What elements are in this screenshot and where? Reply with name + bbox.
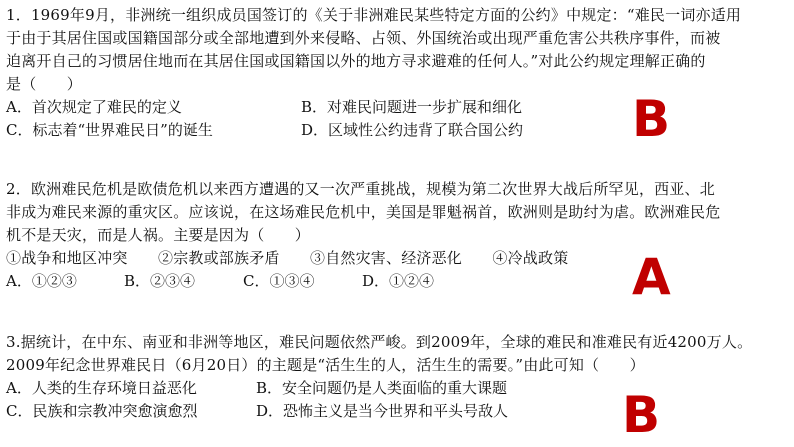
question-3-stem-line: 2009年纪念世界难民日（6月20日）的主题是“活生生的人，活生生的需要。”由此可知（ ） [6,356,645,374]
question-1-stem-line: 于由于其居住国或国籍国部分或全部地遭到外来侵略、占领、外国统治或出现严重危害公共秩序事件，而被 [6,29,721,47]
question-1-options-row [6,119,792,142]
question-2 [6,178,792,293]
question-1-stem-line: 1．1969年9月，非洲统一组织成员国签订的《关于非洲难民某些特定方面的公约》中规定：“难民一词亦适用 [6,6,742,24]
option-d[interactable]: D．区域性公约违背了联合国公约 [301,121,524,139]
question-1-answer: B [632,90,671,148]
option-d[interactable]: D．①②④ [362,272,435,290]
question-2-statements: ①战争和地区冲突 ②宗教或部族矛盾 ③自然灾害、经济恶化 ④冷战政策 [6,249,569,267]
question-1-stem-line: 是（ ） [6,75,83,93]
question-3-options-row [6,377,792,400]
option-a[interactable]: A．①②③ [6,272,77,290]
option-b[interactable]: B．安全问题仍是人类面临的重大课题 [256,379,508,397]
question-3-stem-line: 3.据统计，在中东、南亚和非洲等地区，难民问题依然严峻。到2009年，全球的难民和准难民有近4200万人。 [6,333,753,351]
option-d[interactable]: D．恐怖主义是当今世界和平头号敌人 [256,402,509,420]
question-2-options-row [6,270,792,293]
option-b[interactable]: B．对难民问题进一步扩展和细化 [301,98,523,116]
question-2-stem-line: 非成为难民来源的重灾区。应该说，在这场难民危机中，美国是罪魁祸首，欧洲则是助纣为虐。欧洲难民危 [6,203,721,221]
option-b[interactable]: B．②③④ [124,272,196,290]
option-a[interactable]: A．人类的生存环境日益恶化 [6,379,197,397]
question-1 [6,4,792,148]
question-3 [6,331,792,423]
question-3-answer: B [622,386,661,444]
option-c[interactable]: C．①③④ [243,272,315,290]
question-1-options-row [6,96,792,119]
question-1-stem-line: 迫离开自己的习惯居住地而在其居住国或国籍国以外的地方寻求避难的任何人。”对此公约规定理解正确的 [6,52,706,70]
question-2-stem-line: 机不是天灾，而是人祸。主要是因为（ ） [6,226,311,244]
question-3-options-row [6,400,792,423]
question-2-answer: A [632,248,671,306]
question-2-stem-line: 2．欧洲难民危机是欧债危机以来西方遭遇的又一次严重挑战，规模为第二次世界大战后所罕见，西亚、北 [6,180,715,198]
option-c[interactable]: C．标志着“世界难民日”的诞生 [6,121,213,139]
option-a[interactable]: A．首次规定了难民的定义 [6,98,182,116]
option-c[interactable]: C．民族和宗教冲突愈演愈烈 [6,402,198,420]
